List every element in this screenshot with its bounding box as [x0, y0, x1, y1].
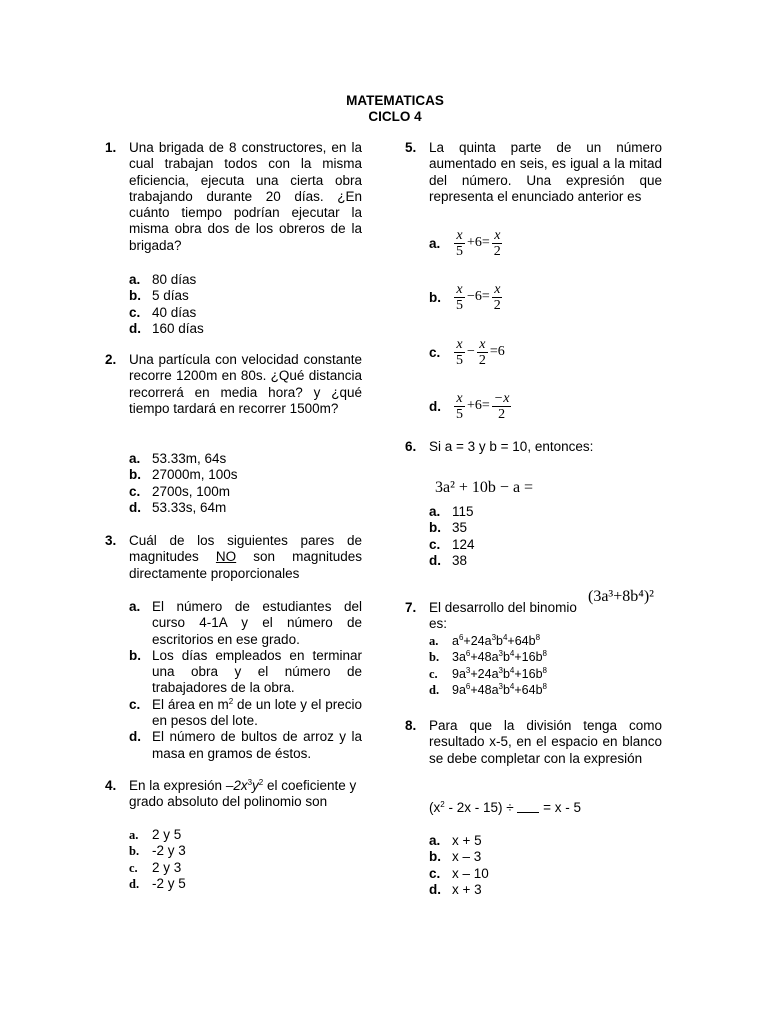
math-expression [453, 279, 504, 315]
superscript: 2 [228, 696, 234, 706]
option-text: 5 días [152, 288, 189, 304]
math-expression: –2x [225, 778, 248, 793]
option-letter: c. [429, 536, 441, 552]
option-d[interactable] [429, 882, 489, 898]
option-letter: d. [129, 320, 141, 336]
option-c[interactable] [129, 697, 362, 730]
option-d[interactable] [129, 321, 204, 337]
term: +48a [470, 650, 499, 665]
options-list [129, 827, 186, 892]
option-b[interactable] [429, 520, 475, 536]
option-a[interactable] [429, 504, 475, 520]
denominator: 2 [498, 406, 506, 422]
option-text: 38 [452, 552, 468, 568]
option-text: 124 [452, 536, 475, 552]
denominator: 5 [456, 352, 463, 368]
math-expression: 3a² + 10b − a = [435, 479, 534, 496]
numerator: x [479, 336, 486, 352]
operator: − [467, 344, 475, 359]
option-letter: d. [129, 876, 140, 891]
option-letter: b. [129, 647, 141, 663]
superscript: 4 [509, 681, 515, 691]
option-a[interactable] [429, 633, 547, 649]
superscript: 6 [465, 681, 471, 691]
option-letter: a. [129, 599, 141, 614]
term: b [502, 666, 510, 681]
question-text [129, 778, 369, 811]
expression-part: (x [429, 800, 441, 815]
option-letter: c. [429, 666, 438, 681]
options-list [129, 451, 238, 516]
options-list [429, 504, 475, 569]
superscript: 8 [542, 649, 547, 659]
question-number: 1. [105, 140, 117, 155]
option-letter: c. [129, 696, 141, 712]
denominator: 2 [478, 352, 486, 368]
option-text: 53.33m, 64s [152, 451, 227, 466]
fraction [454, 228, 465, 259]
option-letter: b. [429, 849, 441, 865]
question-text: Para que la división tenga como resultado x-5, en el espacio en blanco se debe completar con la expresión [429, 718, 662, 766]
option-letter: d. [429, 552, 441, 568]
numerator: x [456, 336, 463, 352]
option-a[interactable] [129, 827, 186, 843]
option-letter: c. [129, 304, 141, 320]
denominator: 5 [456, 243, 463, 259]
superscript: 3 [491, 633, 497, 642]
numerator: x [456, 281, 463, 297]
option-c[interactable] [429, 537, 475, 553]
term: +24a [470, 666, 499, 681]
question-text-part: es: [429, 616, 448, 632]
superscript: 3 [465, 665, 471, 675]
option-c[interactable] [129, 484, 238, 500]
option-letter: a. [429, 504, 441, 519]
option-letter: c. [429, 345, 441, 360]
option-letter: d. [429, 682, 440, 697]
option-a[interactable] [129, 599, 362, 648]
question-text-part: Cuál de los siguientes pares de magnitudes [129, 533, 362, 565]
superscript: 2 [258, 778, 264, 787]
option-b[interactable] [129, 288, 204, 304]
denominator: 2 [493, 243, 501, 259]
option-text: 80 días [152, 272, 197, 287]
option-b[interactable] [429, 849, 489, 865]
superscript: 8 [542, 681, 547, 691]
page-subtitle: CICLO 4 [368, 109, 422, 124]
option-text: -2 y 3 [152, 843, 186, 859]
fraction [477, 337, 488, 368]
options-list [429, 833, 489, 898]
numerator: x [456, 390, 463, 406]
fraction [492, 282, 503, 313]
fraction [454, 282, 465, 313]
option-letter: b. [129, 288, 141, 304]
option-text: El número de bultos de arroz y la masa en gramos de éstos. [152, 729, 362, 761]
math-expression [453, 334, 506, 370]
question-number: 7. [405, 600, 417, 615]
denominator: 5 [456, 406, 463, 422]
question-emphasis: NO [215, 549, 237, 565]
term: +16b [514, 666, 543, 681]
option-text: x – 3 [452, 849, 482, 865]
option-letter: a. [129, 451, 141, 466]
option-d[interactable] [129, 729, 362, 762]
question-number: 6. [405, 439, 417, 454]
term: a [452, 634, 459, 648]
option-text: 115 [452, 504, 474, 519]
option-letter: b. [429, 520, 441, 536]
option-letter: b. [429, 290, 441, 305]
option-letter: d. [429, 399, 441, 414]
option-letter: d. [129, 729, 141, 745]
term: +64b [514, 682, 543, 697]
superscript: 4 [509, 665, 515, 675]
superscript: 8 [542, 665, 547, 675]
option-text: x – 10 [452, 865, 489, 881]
option-b[interactable] [129, 843, 186, 859]
option-c[interactable] [429, 666, 547, 682]
options-list [129, 599, 362, 762]
operator: +6= [467, 398, 490, 413]
fraction [454, 391, 465, 422]
options-list [429, 633, 547, 698]
option-letter: a. [129, 828, 139, 842]
option-c[interactable] [429, 866, 489, 882]
question-text: Una brigada de 8 constructores, en la cual trabajan todos con la misma eficiencia, ejecuta una cierta obra trabajando durante 20 días. ¿En cuánto tiempo podrían ejecutar la misma obra dos de los obreros de la brigada? [129, 140, 362, 253]
term: +64b [507, 634, 536, 648]
option-text: El área en m [152, 696, 229, 712]
option-letter: b. [129, 467, 141, 483]
option-c[interactable] [129, 305, 204, 321]
option-text: 40 días [152, 304, 197, 320]
option-text: El número de estudiantes del curso 4-1A y el número de escritorios en ese grado. [152, 599, 362, 647]
denominator: 2 [493, 297, 501, 313]
question-number: 5. [405, 140, 417, 155]
term: b [502, 682, 510, 697]
option-letter: d. [129, 499, 141, 515]
question-text: Una partícula con velocidad constante recorre 1200m en 80s. ¿Qué distancia recorrerá en media hora? y ¿qué tiempo tardará en recorrer 1500m? [129, 352, 362, 416]
question-text-part: el coeficiente y grado absoluto del polinomio son [129, 778, 357, 810]
option-letter: c. [129, 483, 141, 499]
question-number: 2. [105, 352, 117, 367]
binomial-expression: (3a³+8b⁴)² [588, 588, 654, 605]
term: +48a [470, 682, 499, 697]
term: b [502, 650, 510, 665]
term: 9a [452, 682, 466, 697]
superscript: 6 [458, 633, 464, 642]
option-d[interactable] [429, 682, 547, 698]
option-text: x + 3 [452, 881, 482, 897]
question-text: Si a = 3 y b = 10, entonces: [429, 439, 594, 454]
blank-space[interactable] [517, 800, 539, 813]
numerator: −x [493, 390, 510, 406]
superscript: 3 [498, 649, 503, 659]
option-d[interactable] [429, 553, 475, 569]
option-d[interactable] [129, 500, 238, 516]
term: 3a [452, 650, 466, 665]
options-list [129, 272, 204, 337]
math-variable: y [252, 778, 259, 793]
operator: +6= [467, 235, 490, 250]
term: +16b [514, 650, 543, 665]
option-text: Los días empleados en terminar una obra y el número de trabajadores de la obra. [152, 647, 362, 696]
option-a[interactable] [129, 272, 204, 288]
option-text: -2 y 5 [152, 875, 186, 891]
superscript: 4 [509, 649, 515, 659]
term: 9a [452, 666, 466, 681]
option-text: 53.33s, 64m [152, 499, 227, 515]
option-text: 35 [452, 520, 468, 536]
option-b[interactable] [129, 467, 238, 483]
option-b[interactable] [129, 648, 362, 697]
option-text: 160 días [152, 320, 204, 336]
option-a[interactable] [129, 451, 238, 467]
option-text: x + 5 [452, 833, 482, 848]
option-letter: a. [429, 236, 441, 251]
question-text-part: El desarrollo del binomio [429, 600, 577, 615]
option-letter: b. [129, 844, 140, 859]
term: b [496, 634, 503, 648]
option-text: de un lote y el precio en pesos del lote. [152, 696, 362, 729]
option-a[interactable] [429, 833, 489, 849]
expression-part: = x - 5 [539, 800, 582, 815]
option-letter: a. [429, 634, 439, 648]
option-d[interactable] [129, 876, 186, 892]
superscript: 6 [465, 649, 471, 659]
option-text: 27000m, 100s [152, 467, 238, 483]
option-text: 2 y 5 [152, 827, 182, 842]
question-number: 8. [405, 718, 417, 733]
superscript: 4 [502, 633, 508, 642]
question-text [129, 533, 362, 582]
question-text-part: son magnitudes directamente proporcionales [129, 549, 362, 581]
fraction [492, 391, 512, 422]
option-letter: a. [429, 833, 441, 848]
fraction [492, 228, 503, 259]
math-expression [453, 225, 504, 261]
numerator: x [494, 227, 501, 243]
option-letter: d. [429, 881, 441, 897]
superscript: 8 [535, 633, 541, 642]
superscript: 3 [498, 665, 503, 675]
numerator: x [494, 281, 501, 297]
option-letter: c. [129, 860, 138, 875]
option-b[interactable] [429, 649, 547, 665]
option-letter: a. [129, 272, 141, 287]
operator: −6= [467, 289, 490, 304]
superscript: 3 [498, 681, 503, 691]
question-number: 4. [105, 778, 117, 793]
fraction [454, 337, 465, 368]
page-title: MATEMATICAS [346, 93, 444, 108]
numerator: x [456, 227, 463, 243]
superscript: 3 [247, 778, 253, 787]
question-number: 3. [105, 533, 117, 548]
division-expression [429, 800, 581, 816]
operator: =6 [489, 344, 505, 359]
option-c[interactable] [129, 860, 186, 876]
option-text: 2 y 3 [152, 859, 182, 875]
question-text-part: En la expresión [129, 778, 226, 793]
option-letter: c. [429, 865, 441, 881]
denominator: 5 [456, 297, 463, 313]
question-text: La quinta parte de un número aumentado en seis, es igual a la mitad del número. Una expresión que representa el enunciado anterior es [429, 140, 662, 204]
math-expression [453, 388, 512, 424]
term: +24a [463, 634, 492, 648]
option-letter: b. [429, 650, 440, 665]
superscript: 2 [440, 800, 445, 809]
option-text: 2700s, 100m [152, 483, 231, 499]
expression-part: - 2x - 15) ÷ [444, 800, 518, 815]
